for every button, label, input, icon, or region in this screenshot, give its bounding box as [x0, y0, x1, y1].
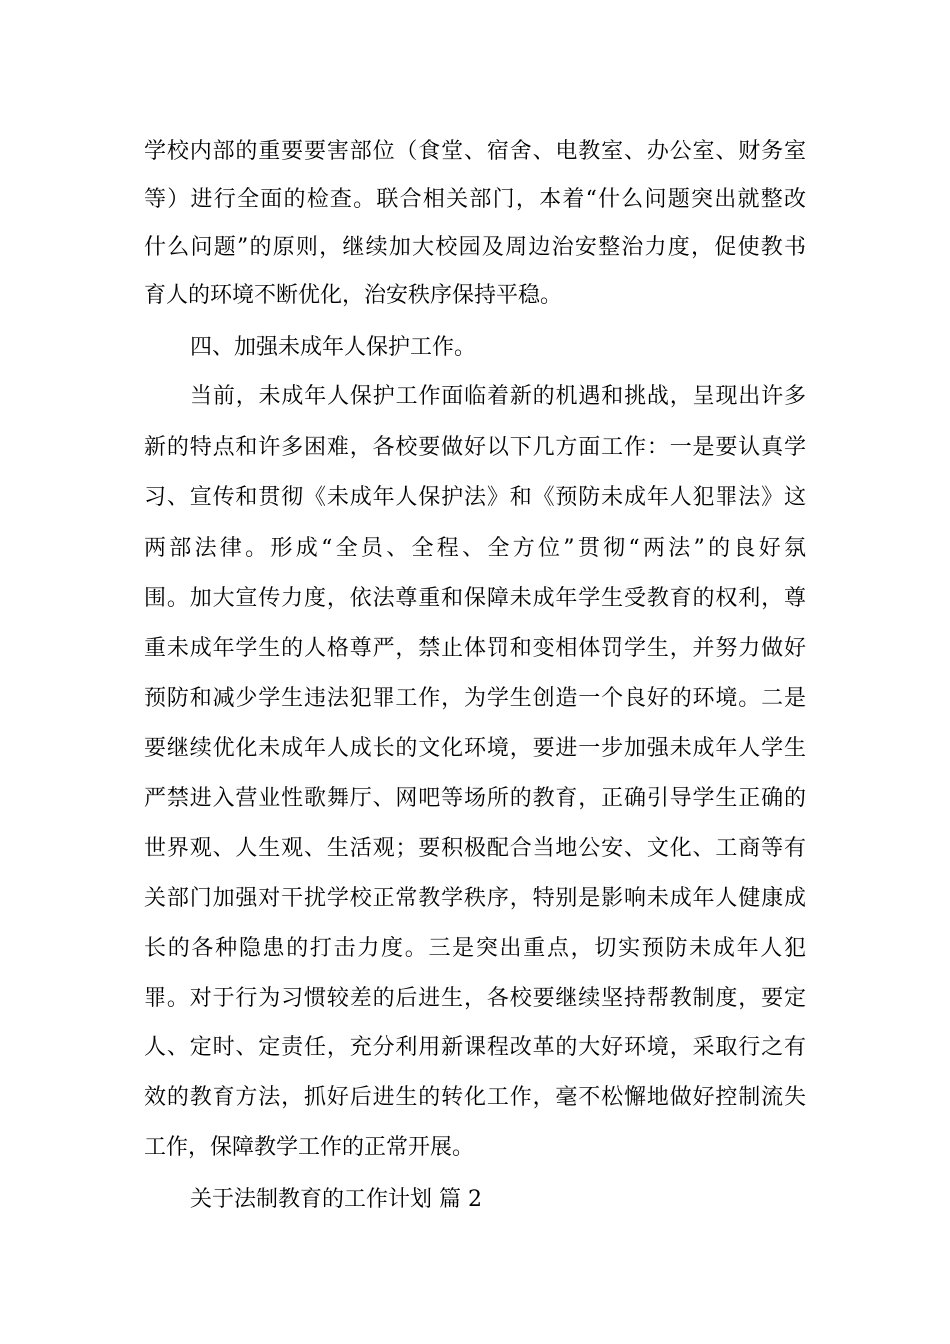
text-line: 新的特点和许多困难，各校要做好以下几方面工作：一是要认真学 [144, 435, 806, 460]
text-line: 关部门加强对干扰学校正常教学秩序，特别是影响未成年人健康成 [144, 886, 806, 911]
text-line: 习、宣传和贯彻《未成年人保护法》和《预防未成年人犯罪法》这 [144, 485, 806, 510]
text-line: 等）进行全面的检查。联合相关部门，本着“什么问题突出就整改 [144, 187, 806, 212]
text-line: 围。加大宣传力度，依法尊重和保障未成年学生受教育的权利，尊 [144, 586, 806, 611]
text-line: 学校内部的重要要害部位（食堂、宿舍、电教室、办公室、财务室 [144, 139, 806, 164]
text-line: 当前，未成年人保护工作面临着新的机遇和挑战，呈现出许多 [190, 384, 806, 409]
text-line: 效的教育方法，抓好后进生的转化工作，毫不松懈地做好控制流失 [144, 1085, 806, 1110]
text-line: 世界观、人生观、生活观；要积极配合当地公安、文化、工商等有 [144, 836, 806, 861]
text-line: 什么问题”的原则，继续加大校园及周边治安整治力度，促使教书 [144, 235, 806, 260]
text-line: 人、定时、定责任，充分利用新课程改革的大好环境，采取行之有 [144, 1035, 806, 1060]
text-line: 工作，保障教学工作的正常开展。 [144, 1135, 475, 1160]
text-line: 两部法律。形成“全员、全程、全方位”贯彻“两法”的良好氛 [144, 536, 806, 561]
section-heading: 四、加强未成年人保护工作。 [190, 335, 477, 360]
text-line: 育人的环境不断优化，治安秩序保持平稳。 [144, 283, 563, 308]
section-title: 关于法制教育的工作计划 篇 2 [190, 1187, 482, 1212]
text-line: 预防和减少学生违法犯罪工作，为学生创造一个良好的环境。二是 [144, 686, 806, 711]
text-line: 重未成年学生的人格尊严，禁止体罚和变相体罚学生，并努力做好 [144, 636, 806, 661]
text-line: 罪。对于行为习惯较差的后进生，各校要继续坚持帮教制度，要定 [144, 986, 806, 1011]
text-line: 要继续优化未成年人成长的文化环境，要进一步加强未成年人学生 [144, 736, 806, 761]
text-line: 严禁进入营业性歌舞厅、网吧等场所的教育，正确引导学生正确的 [144, 786, 806, 811]
text-line: 长的各种隐患的打击力度。三是突出重点，切实预防未成年人犯 [144, 936, 806, 961]
